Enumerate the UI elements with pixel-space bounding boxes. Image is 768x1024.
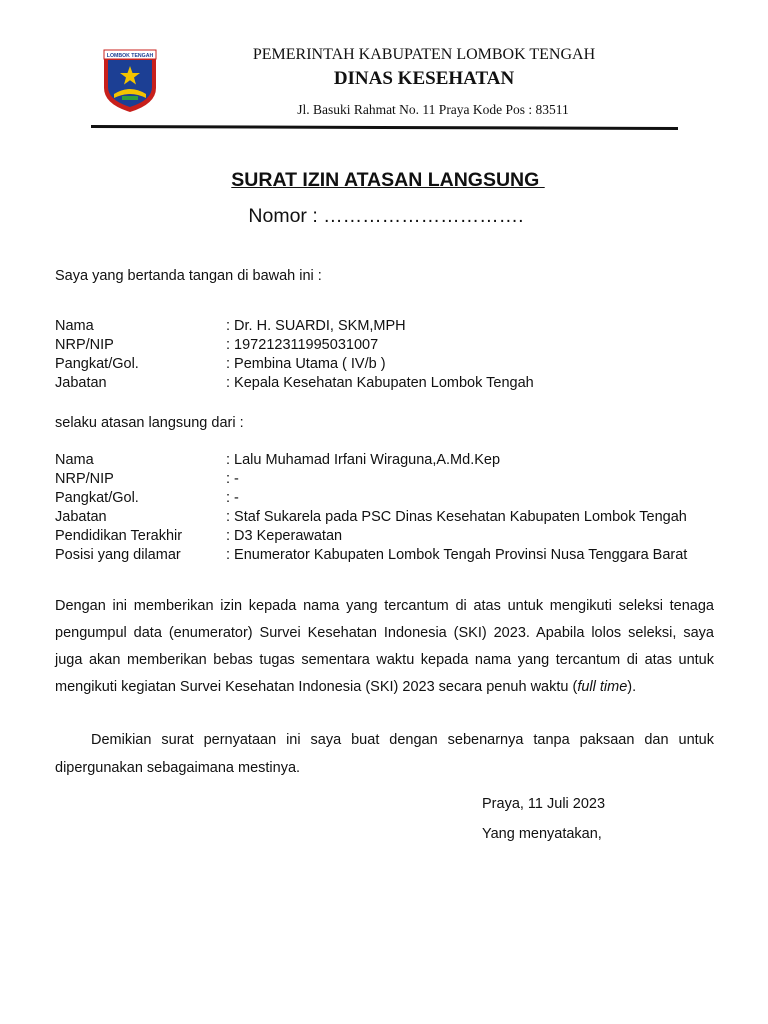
field-value: : Kepala Kesehatan Kabupaten Lombok Tengah <box>226 375 534 391</box>
field-value: : Dr. H. SUARDI, SKM,MPH <box>226 318 406 334</box>
subordinate-row-position <box>55 509 735 528</box>
signer-row-position <box>55 375 735 394</box>
government-name: PEMERINTAH KABUPATEN LOMBOK TENGAH <box>252 46 596 63</box>
subordinate-row-name <box>55 452 735 471</box>
field-value: : Enumerator Kabupaten Lombok Tengah Provinsi Nusa Tenggara Barat <box>226 547 688 563</box>
body-line: Dengan ini memberikan izin kepada nama yang tercantum di atas untuk mengikuti seleksi tenaga <box>55 598 714 614</box>
field-label: NRP/NIP <box>55 471 114 487</box>
subordinate-row-rank <box>55 490 735 509</box>
field-label: Pendidikan Terakhir <box>55 528 183 544</box>
field-label: NRP/NIP <box>55 337 114 353</box>
field-label: Posisi yang dilamar <box>55 547 181 563</box>
field-label: Pangkat/Gol. <box>55 356 139 372</box>
superior-statement: selaku atasan langsung dari : <box>55 415 244 431</box>
field-value: : - <box>226 471 239 487</box>
signer-row-rank <box>55 356 735 375</box>
field-value: : Pembina Utama ( IV/b ) <box>226 356 386 372</box>
subordinate-row-applied-position <box>55 547 735 566</box>
subordinate-row-nip <box>55 471 735 490</box>
agency-name: DINAS KESEHATAN <box>333 68 515 89</box>
field-label: Jabatan <box>55 509 107 525</box>
field-label: Jabatan <box>55 375 107 391</box>
declarant-label: Yang menyatakan, <box>482 826 602 842</box>
subordinate-row-education <box>55 528 735 547</box>
body-text: ). <box>627 679 637 695</box>
letter-number: Nomor : …………………………. <box>248 205 524 227</box>
field-value: : Staf Sukarela pada PSC Dinas Kesehatan Kabupaten Lombok Tengah <box>226 509 687 525</box>
closing-line-final: dipergunakan sebagaimana mestinya. <box>55 760 301 776</box>
field-value: : D3 Keperawatan <box>226 528 343 544</box>
field-label: Nama <box>55 452 94 468</box>
body-line-final <box>55 679 714 695</box>
body-text: mengikuti kegiatan Survei Kesehatan Indonesia (SKI) 2023 secara penuh waktu ( <box>55 679 578 695</box>
emblem-label: LOMBOK TENGAH <box>106 53 154 59</box>
intro-text: Saya yang bertanda tangan di bawah ini : <box>55 268 322 284</box>
field-label: Pangkat/Gol. <box>55 490 139 506</box>
body-line: juga akan memberikan bebas tugas sementara waktu kepada nama yang tercantum di atas untuk <box>55 652 714 668</box>
letterhead-divider <box>91 125 678 130</box>
closing-line: Demikian surat pernyataan ini saya buat dengan sebenarnya tanpa paksaan dan untuk <box>91 732 714 748</box>
signer-row-nip <box>55 337 735 356</box>
full-time-emphasis: full time <box>577 679 628 695</box>
letter-title: SURAT IZIN ATASAN LANGSUNG <box>231 169 545 191</box>
agency-address: Jl. Basuki Rahmat No. 11 Praya Kode Pos : 83511 <box>297 102 569 117</box>
signer-row-name <box>55 318 735 337</box>
place-date: Praya, 11 Juli 2023 <box>482 796 606 812</box>
body-line: pengumpul data (enumerator) Survei Kesehatan Indonesia (SKI) 2023. Apabila lolos seleksi, saya <box>55 625 714 641</box>
field-value: : 197212311995031007 <box>226 337 379 353</box>
field-value: : - <box>226 490 239 506</box>
field-value: : Lalu Muhamad Irfani Wiraguna,A.Md.Kep <box>226 452 501 468</box>
field-label: Nama <box>55 318 94 334</box>
